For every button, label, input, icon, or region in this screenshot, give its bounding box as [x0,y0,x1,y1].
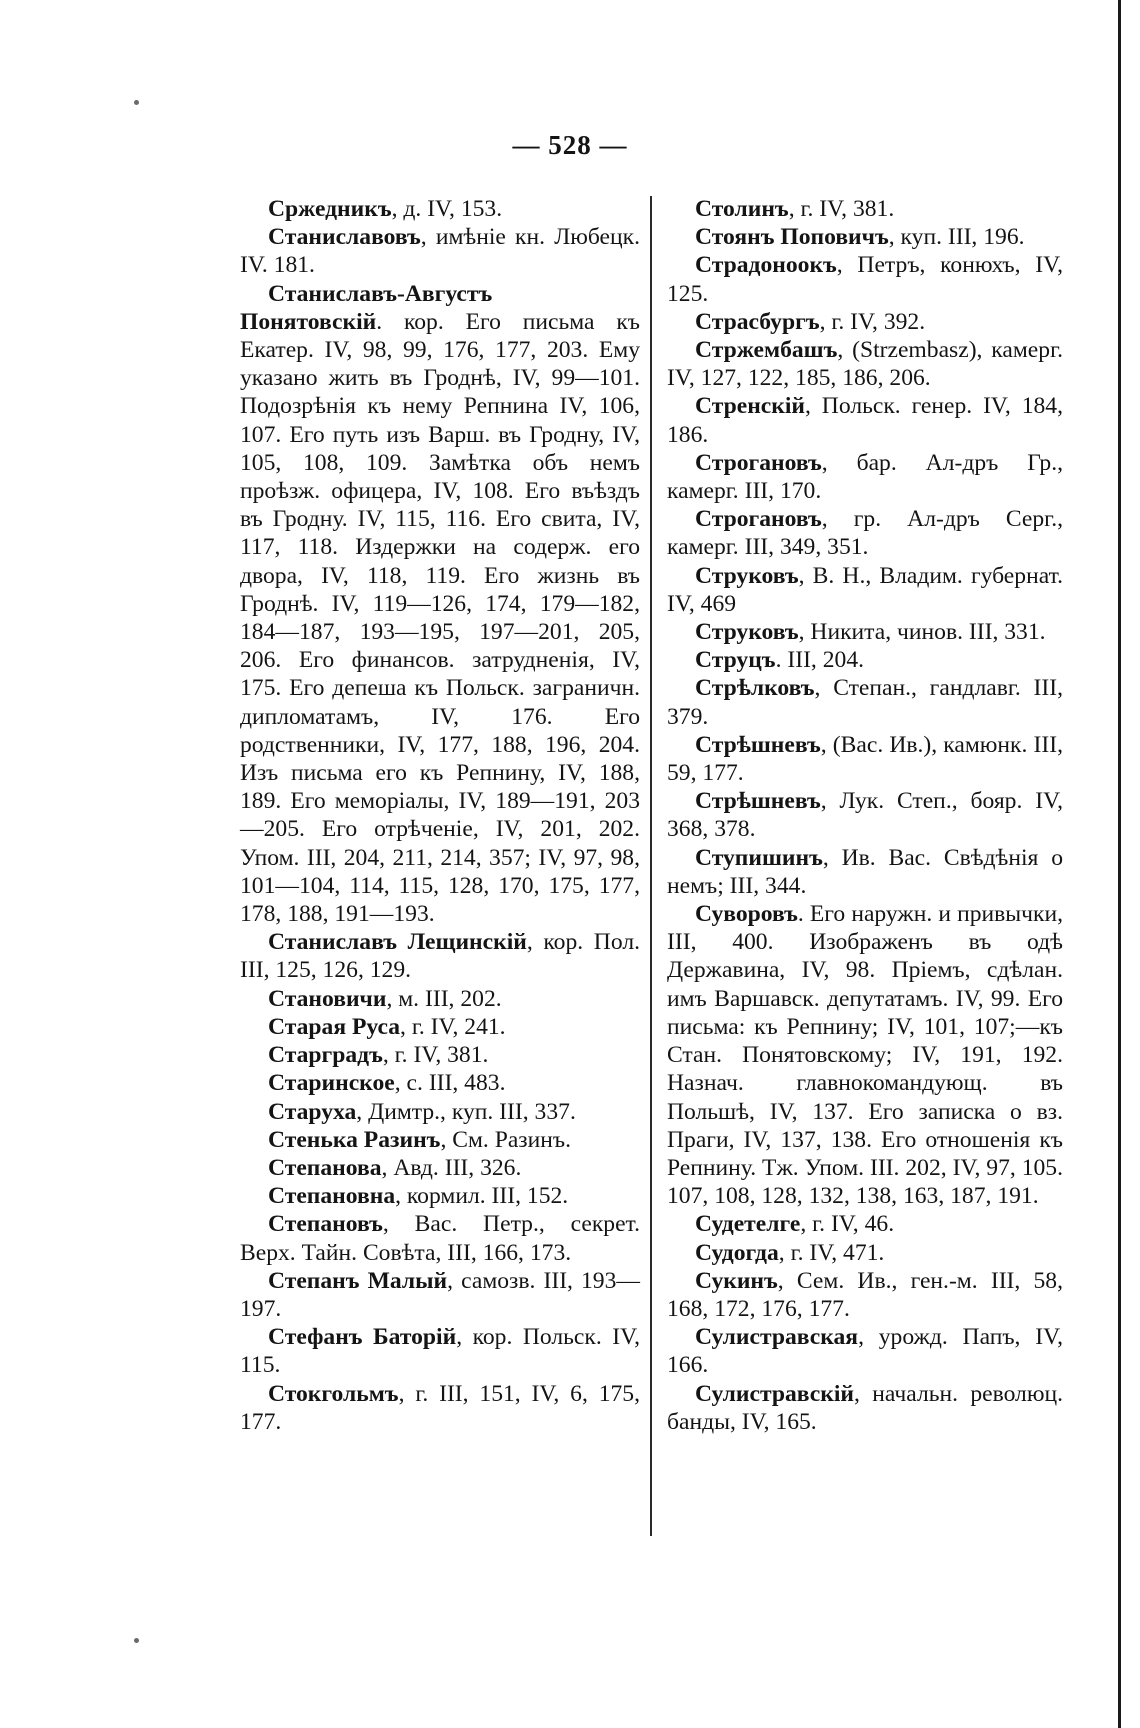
index-entry [667,731,1063,787]
index-entry [240,1069,640,1097]
index-entry [667,646,1063,674]
entry-references: , г. III, 151, IV, 6, 175, 177. [240,1380,640,1435]
entry-headword: Струковъ [695,562,799,589]
entry-references: , Ив. Вас. Свѣдѣнія о немъ; III, 344. [667,844,1063,899]
entry-headword: Струцъ [695,647,776,674]
entry-headword: Старая Руса [268,1013,401,1040]
index-entry [667,1267,1063,1323]
entry-headword: Стржембашъ [695,337,838,364]
entry-headword: Страдоноокъ [695,252,837,279]
entry-references: , г. IV, 381. [788,196,895,222]
entry-references: , г. IV, 241. [400,1013,506,1040]
index-entry [240,1013,640,1041]
entry-headword: Стенька Разинъ [268,1126,441,1153]
speck-mark [134,1638,139,1643]
entry-headword: Сулистравскій [695,1380,855,1407]
entry-headword: Судогда [695,1239,779,1266]
index-entry [240,1126,640,1154]
entry-references: , самозв. III, 193—197. [240,1267,640,1322]
entry-references: , Сем. Ив., ген.-м. III, 58, 168, 172, 176, 177. [667,1267,1063,1322]
entry-references: , г. IV, 392. [819,308,926,335]
entry-references: , кор. Пол. III, 125, 126, 129. [240,929,640,984]
entry-headword: Степановъ [268,1211,383,1238]
entry-headword: Суворовъ [695,901,798,928]
column-divider [650,196,652,1536]
entry-references: , (Вас. Ив.), камюнк. III, 59, 177. [667,731,1063,787]
entry-headword: Судетелге [695,1211,801,1238]
index-entry [667,900,1063,1210]
entry-headword: Стрѣшневъ [695,788,821,815]
index-entry [667,618,1063,646]
index-column-right [667,195,1063,1436]
entry-references: . Его наружн. и привычки, III, 400. Изображенъ въ одѣ Державина, IV, 98. Пріемъ, сдѣлан. имъ Варшавск. депутатамъ. IV, 99. Его письма: къ Репнину; IV, 101, 107;—къ Стан. Понятовскому; IV, 191, 192. Назнач. главнокомандующ. въ Польшѣ, IV, 137. Его записка о вз. Праги, IV, 137, 138. Его отношенія къ Репнину. Тж. Упом. III. 202, IV, 97, 105. 107, 108, 128, 132, 138, 163, 187, 191. [667,901,1063,1210]
entry-headword: Стефанъ Баторій [268,1324,457,1351]
index-entry [240,1182,640,1210]
entry-headword: Становичи [268,985,387,1012]
entry-references: , г. IV, 381. [382,1042,489,1069]
index-entry [667,505,1063,561]
entry-headword: Сулистравская [695,1324,859,1351]
index-entry [667,674,1063,730]
index-entry [667,1210,1063,1238]
entry-headword: Стренскій [695,393,806,420]
index-entry [667,844,1063,900]
entry-references: , бар. Ал-дръ Гр., камерг. III, 170. [667,449,1063,505]
entry-references: . кор. Его письма къ Екатер. IV, 98, 99, 176, 177, 203. Ему указано жить въ Гроднѣ, IV, 99—101. Подозрѣнія къ нему Репнина IV, 106, 107. Его путь изъ Варш. въ Гродну, IV, 105, 108, 109. Замѣтка объ немъ проѣзж. офицера, IV, 108. Его въѣздъ въ Гродну. IV, 115, 116. Его свита, IV, 117, 118. Издержки на содерж. его двора, IV, 118, 119. Его жизнь въ Гроднѣ. IV, 119—126, 174, 179—182, 184—187, 193—195, 197—201, 205, 206. Его финансов. затрудненія, IV, 175. Его депеша къ Польск. заграничн. дипломатамъ, IV, 176. Его родственники, IV, 177, 188, 196, 204. Изъ письма его къ Репнину, IV, 188, 189. Его меморіалы, IV, 189—191, 203—205. Его отрѣченіе, IV, 201, 202. Упом. III, 204, 211, 214, 357; IV, 97, 98, 101—104, 114, 115, 128, 170, 175, 177, 178, 188, 191—193. [240,308,640,928]
entry-references: , кормил. III, 152. [395,1183,569,1210]
index-entry [240,1323,640,1379]
entry-headword: Степанова [268,1154,382,1181]
entry-references: , гр. Ал-дръ Серг., камерг. III, 349, 351. [667,506,1063,561]
index-entry [667,1239,1063,1267]
index-entry [240,1210,640,1266]
entry-headword: Стоянъ Поповичъ [695,224,889,251]
entry-references: . III, 204. [775,647,865,674]
index-entry [667,308,1063,336]
entry-headword: Старинское [268,1070,395,1097]
entry-headword: Старградъ [268,1042,383,1069]
entry-headword: Стрѣшневъ [695,731,821,758]
entry-references: , имѣніе кн. Любецк. IV. 181. [240,224,640,279]
index-entry [240,1267,640,1323]
entry-references: , д. IV, 153. [391,196,503,222]
page-number: — 528 — [512,130,628,160]
index-column-left [240,195,640,1436]
entry-references: , м. III, 202. [386,985,502,1012]
entry-headword: Станиславъ-Августъ Понятовскій [240,280,493,335]
index-entry [667,787,1063,843]
entry-references: , Никита, чинов. III, 331. [798,619,1046,646]
entry-references: , кор. Польск. IV, 115. [240,1324,640,1379]
entry-references: , Димтр., куп. III, 337. [356,1098,576,1125]
entry-headword: Сукинъ [695,1267,778,1294]
index-entry [240,195,640,223]
entry-references: , (Strzembasz), камерг. IV, 127, 122, 185, 186, 206. [667,337,1063,392]
index-entry [240,1041,640,1069]
index-entry [240,985,640,1013]
speck-mark [134,100,139,105]
entry-headword: Ступишинъ [695,844,823,871]
index-entry [240,928,640,984]
entry-references: , урожд. Папъ, IV, 166. [667,1324,1063,1379]
entry-headword: Станиславовъ [268,224,421,251]
entry-headword: Степанъ Малый [268,1267,448,1294]
entry-headword: Стокгольмъ [268,1380,399,1407]
entry-references: , Авд. III, 326. [381,1154,522,1181]
index-entry [667,1323,1063,1379]
entry-references: , Степан., гандлавг. III, 379. [667,675,1063,730]
entry-references: , В. Н., Владим. губернат. IV, 469 [667,562,1063,617]
entry-references: , с. III, 483. [394,1070,506,1097]
index-entry [667,562,1063,618]
index-entry [667,195,1063,223]
page-edge-rule [1118,0,1121,1728]
entry-headword: Станиславъ Лещинскій [268,929,527,956]
entry-references: , Петръ, конюхъ, IV, 125. [667,252,1063,307]
entry-references: , г. IV, 471. [778,1239,885,1266]
entry-references: , Вас. Петр., секрет. Верх. Тайн. Совѣта, III, 166, 173. [240,1211,640,1266]
index-entry [667,251,1063,307]
index-entry [240,223,640,279]
index-entry [667,336,1063,392]
entry-headword: Стрѣлковъ [695,675,815,702]
entry-headword: Степановна [268,1183,396,1210]
entry-references: , куп. III, 196. [888,224,1025,251]
entry-headword: Страсбургъ [695,308,820,335]
index-entry [667,223,1063,251]
entry-headword: Столинъ [695,196,789,222]
index-entry [240,1380,640,1436]
entry-headword: Струковъ [695,619,799,646]
entry-headword: Старуха [268,1098,357,1125]
index-entry [240,1154,640,1182]
entry-references: , начальн. революц. банды, IV, 165. [667,1380,1063,1435]
entry-references: , Лук. Степ., бояр. IV, 368, 378. [667,788,1063,843]
index-entry [667,1380,1063,1436]
entry-references: , Польск. генер. IV, 184, 186. [667,393,1063,448]
entry-headword: Строгановъ [695,506,822,533]
index-entry [667,449,1063,505]
index-entry [240,280,640,929]
entry-references: , г. IV, 46. [800,1211,895,1238]
entry-references: , См. Разинъ. [440,1126,571,1153]
entry-headword: Строгановъ [695,449,822,476]
index-entry [240,1098,640,1126]
entry-headword: Сржедникъ [268,196,392,222]
index-entry [667,392,1063,448]
